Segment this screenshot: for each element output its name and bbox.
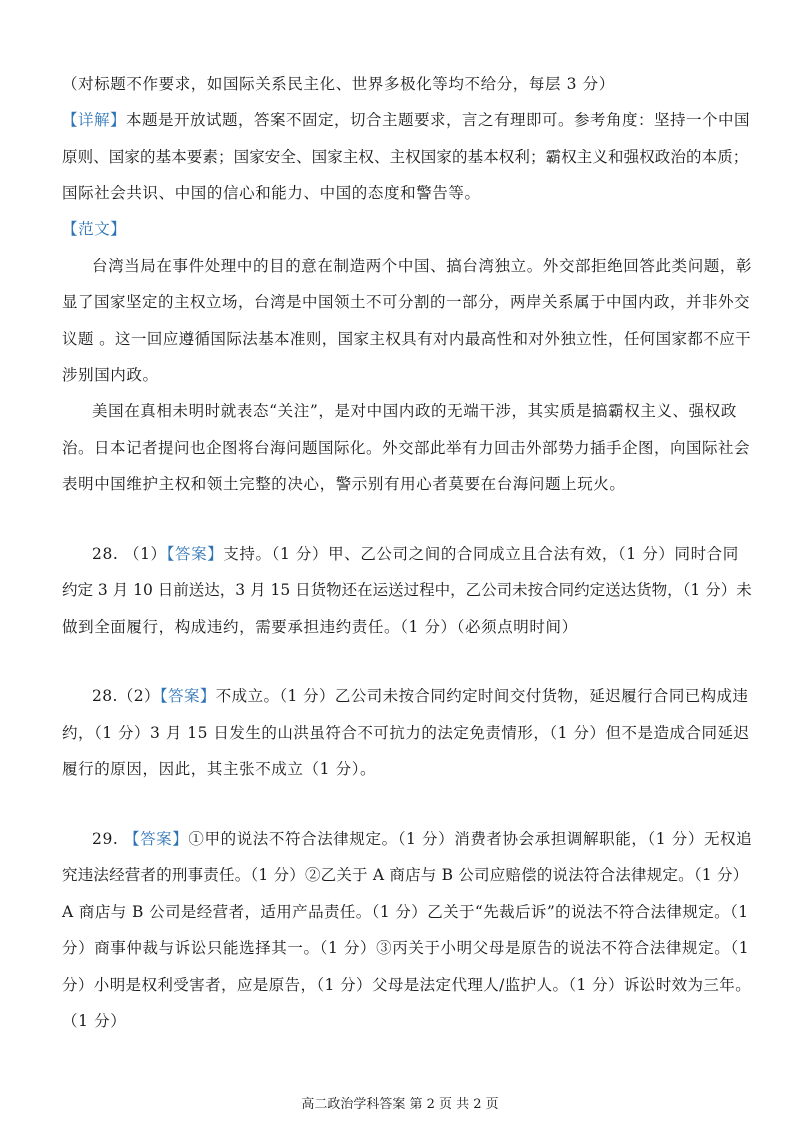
q28-1-line-2: 约定 3 月 10 日前送达，3 月 15 日货物还在运送过程中，乙公司未按合同约定送达货物，（1 分）未	[62, 581, 752, 599]
q28-2-line-1	[92, 686, 752, 706]
sample-p1-line-1: 台湾当局在事件处理中的目的意在制造两个中国、搞台湾独立。外交部拒绝回答此类问题，彰	[92, 257, 753, 275]
q28-1-line-1	[92, 544, 752, 564]
q29-line-4: 分）商事仲裁与诉讼只能选择其一。（1 分）③丙关于小明父母是原告的说法不符合法律规定。（1	[62, 939, 750, 957]
q29-line-1	[92, 829, 752, 849]
q28-1-line-3: 做到全面履行，构成违约，需要承担违约责任。（1 分）（必须点明时间）	[62, 618, 578, 636]
q28-2-line-3: 履行的原因，因此，其主张不成立（1 分）。	[62, 760, 377, 778]
page-footer: 高二政治学科答案 第 2 页 共 2 页	[301, 1097, 499, 1112]
q28-1-answer-tag: 【答案】	[166, 545, 224, 563]
detail-line-3: 国际社会共识、中国的信心和能力、中国的态度和警告等。	[62, 184, 481, 202]
sample-tag: 【范文】	[62, 220, 127, 238]
sample-p1-line-4: 涉别国内政。	[62, 366, 159, 384]
q28-2-number: 28.（2）	[92, 687, 160, 705]
sample-p1-line-2: 显了国家坚定的主权立场，台湾是中国领土不可分割的一部分，两岸关系属于中国内政，并非外交	[62, 293, 751, 311]
q28-2-answer-tag: 【答案】	[159, 687, 216, 705]
q28-2-text-1: 不成立。（1 分）乙公司未按合同约定时间交付货物，延迟履行合同已构成违	[215, 687, 749, 705]
detail-line-2: 原则、国家的基本要素；国家安全、国家主权、主权国家的基本权利；霸权主义和强权政治的本质；	[62, 148, 749, 166]
sample-p1-line-3: 议题 。这一回应遵循国际法基本准则，国家主权具有对内最高性和对外独立性，任何国家都不应干	[62, 330, 752, 348]
detail-text-1: 本题是开放试题，答案不固定，切合主题要求，言之有理即可。参考角度：坚持一个中国	[126, 111, 751, 129]
sample-p2-line-1: 美国在真相未明时就表态“关注”，是对中国内政的无端干涉，其实质是搞霸权主义、强权政	[92, 402, 737, 420]
q29-text-1: ①甲的说法不符合法律规定。（1 分）消费者协会承担调解职能，（1 分）无权追	[188, 830, 753, 848]
detail-line-1	[62, 110, 752, 130]
q28-2-line-2: 约，（1 分）3 月 15 日发生的山洪虽符合不可抗力的法定免责情形，（1 分）但不是造成合同延迟	[62, 724, 750, 742]
q29-number: 29.	[92, 830, 124, 848]
q28-1-text-1: 支持。（1 分）甲、乙公司之间的合同成立且合法有效，（1 分）同时合同	[223, 545, 739, 563]
q28-1-number: 28. （1）	[92, 545, 167, 563]
q29-line-5: 分）小明是权利受害者，应是原告，（1 分）父母是法定代理人/监护人。（1 分）诉讼时效为三年。	[62, 976, 752, 994]
sample-p2-line-2: 治。日本记者提问也企图将台海问题国际化。外交部此举有力回击外部势力插手企图，向国际社会	[62, 439, 751, 457]
sample-p2-line-3: 表明中国维护主权和领土完整的决心，警示别有用心者莫要在台海问题上玩火。	[62, 475, 626, 493]
q29-line-6: （1 分）	[62, 1012, 127, 1030]
q29-line-2: 究违法经营者的刑事责任。（1 分）②乙关于 A 商店与 B 公司应赔偿的说法符合法律规定。（1 分）	[62, 866, 749, 884]
detail-tag: 【详解】	[62, 111, 127, 129]
intro-line: （对标题不作要求，如国际关系民主化、世界多极化等均不给分，每层 3 分）	[62, 75, 615, 93]
q29-answer-tag: 【答案】	[123, 830, 189, 848]
q29-line-3: A 商店与 B 公司是经营者，适用产品责任。（1 分）乙关于“先裁后诉”的说法不符合法律规定。（1	[62, 903, 749, 921]
